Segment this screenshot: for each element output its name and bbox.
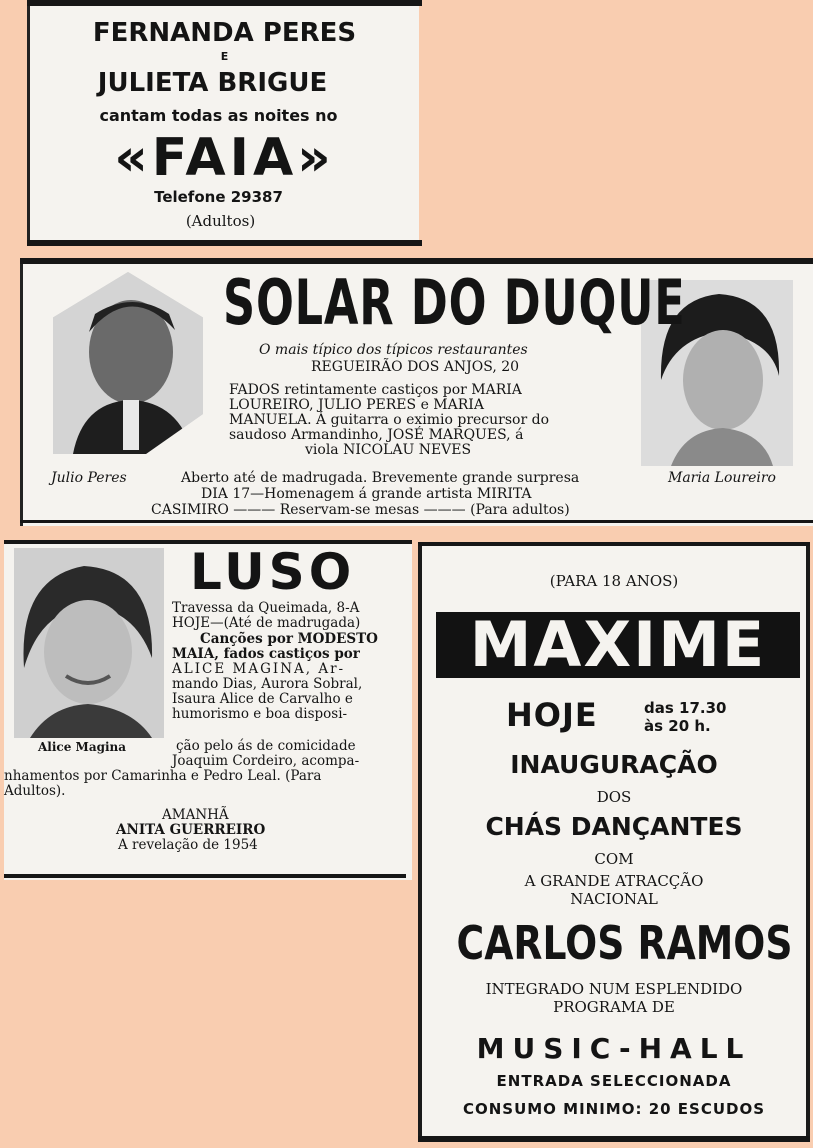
solar-body-line: LOUREIRO, JULIO PERES e MARIA xyxy=(229,397,484,413)
maxime-entrada: ENTRADA SELECCIONADA xyxy=(496,1072,732,1090)
luso-artist: ANITA GUERREIRO xyxy=(116,822,266,838)
maxime-hoje xyxy=(506,696,598,734)
solar-full-line: DIA 17—Homenagem á grande artista MIRITA xyxy=(201,486,532,502)
maxime-dos: DOS xyxy=(596,788,632,806)
solar-title: SOLAR DO DUQUE xyxy=(223,266,686,339)
maxime-com: COM xyxy=(594,850,634,868)
maxime-grande: A GRANDE ATRACÇÃO xyxy=(524,872,704,890)
luso-ad xyxy=(4,540,412,880)
maxime-artist: CARLOS RAMOS xyxy=(456,916,793,970)
faia-note: (Adultos) xyxy=(185,212,256,230)
top-border xyxy=(418,542,810,546)
luso-text-line: humorismo e boa disposi- xyxy=(172,706,348,722)
solar-body-line: saudoso Armandinho, JOSÉ MARQUES, á xyxy=(229,427,524,443)
maxime-title-banner xyxy=(436,608,800,681)
hoje-label: HOJE xyxy=(506,696,598,734)
luso-text-line: Canções por MODESTO xyxy=(200,631,378,647)
maxime-integ: INTEGRADO NUM ESPLENDIDO xyxy=(485,980,743,998)
faia-singer-2: JULIETA BRIGUE xyxy=(97,68,328,98)
maxime-age: (PARA 18 ANOS) xyxy=(549,572,679,590)
maxime-nacional: NACIONAL xyxy=(570,890,658,908)
maxime-chas: CHÁS DANÇANTES xyxy=(485,812,743,841)
bottom-border xyxy=(418,1136,810,1142)
luso-text-line: Adultos). xyxy=(4,783,66,799)
top-border xyxy=(27,0,422,6)
luso-text-line: ALICE MAGINA, Ar- xyxy=(172,661,346,677)
bottom-border xyxy=(4,874,406,878)
solar-full-line: CASIMIRO ——— Reservam-se mesas ——— (Para adultos) xyxy=(151,502,570,518)
solar-address: REGUEIRÃO DOS ANJOS, 20 xyxy=(311,359,520,375)
julio-peres-caption: Julio Peres xyxy=(51,470,127,486)
maria-loureiro-caption: Maria Loureiro xyxy=(668,470,776,486)
maxime-ad xyxy=(418,542,810,1142)
julio-peres-photo xyxy=(53,272,203,454)
luso-amanha: AMANHÃ xyxy=(162,807,229,823)
top-border xyxy=(20,258,813,264)
faia-title: «FAIA» xyxy=(114,128,335,188)
alice-magina-photo xyxy=(14,548,164,738)
faia-ad xyxy=(27,0,419,246)
maxime-time-2: às 20 h. xyxy=(644,717,711,735)
bottom-border xyxy=(20,520,813,523)
luso-text-line: nhamentos por Camarinha e Pedro Leal. (Para xyxy=(4,768,322,784)
luso-text-line: mando Dias, Aurora Sobral, xyxy=(172,676,363,692)
faia-phone: Telefone 29387 xyxy=(154,188,283,206)
maxime-programa: PROGRAMA DE xyxy=(553,998,675,1016)
alice-magina-caption: Alice Magina xyxy=(38,740,127,754)
bottom-border xyxy=(27,240,422,246)
luso-text-line: ção pelo ás de comicidade xyxy=(176,738,356,754)
solar-do-duque-ad xyxy=(20,258,813,526)
solar-subtitle: O mais típico dos típicos restaurantes xyxy=(259,342,528,358)
faia-conjunction: E xyxy=(220,50,229,63)
solar-body-line: FADOS retintamente castiços por MARIA xyxy=(229,382,522,398)
solar-body-line: MANUELA. Á guitarra o eximio precursor do xyxy=(229,412,549,428)
luso-title: LUSO xyxy=(190,543,356,601)
solar-body-line: viola NICOLAU NEVES xyxy=(305,442,472,458)
luso-text-line: Joaquim Cordeiro, acompa- xyxy=(172,753,360,769)
maxime-inaug: INAUGURAÇÃO xyxy=(510,750,718,779)
faia-singer-1: FERNANDA PERES xyxy=(92,18,357,48)
maxime-music: MUSIC-HALL xyxy=(476,1032,752,1065)
maxime-time-1: das 17.30 xyxy=(644,699,727,717)
maxime-title: MAXIME xyxy=(469,608,767,681)
luso-text-line: HOJE—(Até de madrugada) xyxy=(172,615,361,631)
luso-text-line: Travessa da Queimada, 8-A xyxy=(172,600,360,616)
luso-revelation: A revelação de 1954 xyxy=(118,837,258,853)
faia-tagline: cantam todas as noites no xyxy=(99,106,338,125)
maxime-consumo: CONSUMO MINIMO: 20 ESCUDOS xyxy=(462,1100,766,1118)
solar-full-line: Aberto até de madrugada. Brevemente grande surpresa xyxy=(181,470,580,486)
luso-text-line: Isaura Alice de Carvalho e xyxy=(172,691,353,707)
luso-text-line: MAIA, fados castiços por xyxy=(172,646,360,662)
